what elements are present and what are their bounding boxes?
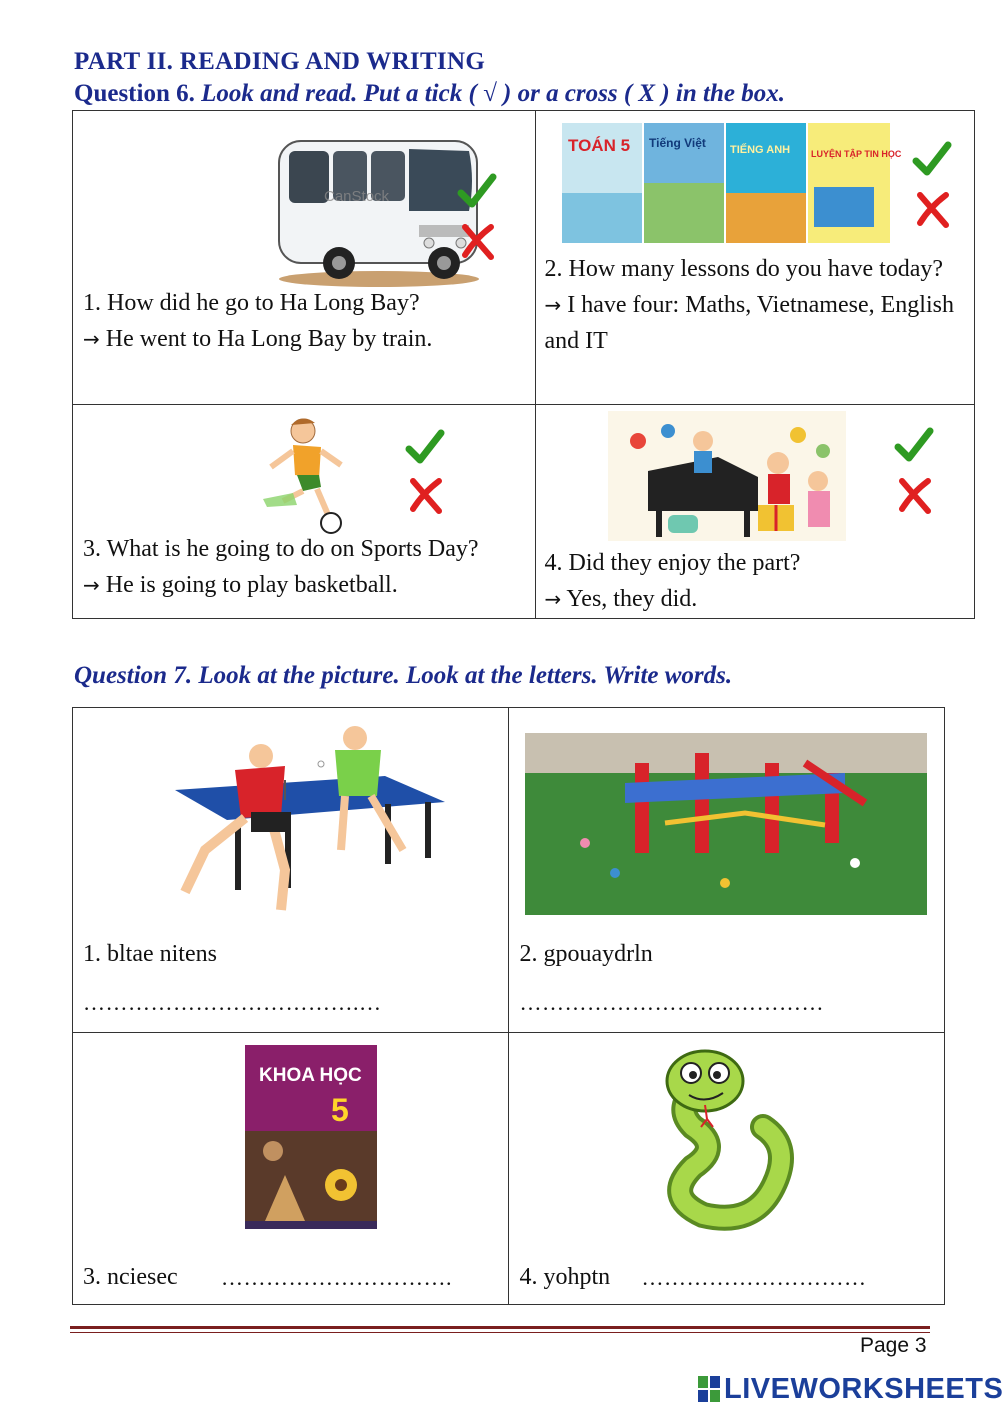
book-title: TIẾNG ANH (730, 144, 791, 156)
children-party-image (608, 411, 846, 541)
q7-item-4-letters: 4. yohptn (519, 1264, 611, 1290)
q6-cell-3 (73, 405, 536, 619)
arrow-icon: → (83, 327, 100, 351)
answer-text (83, 567, 533, 603)
q6-cell-4 (536, 405, 975, 619)
q6-item-1-text (83, 285, 523, 357)
watermark-text: CanStock (324, 188, 390, 205)
question-text: 3. What is he going to do on Sports Day? (83, 536, 479, 562)
tick-icon[interactable] (457, 171, 497, 211)
tick-icon[interactable] (405, 427, 445, 467)
question-6-instruction: Look and read. Put a tick ( √ ) or a cross ( X ) in the box. (201, 80, 785, 107)
question-6-title (74, 80, 785, 108)
q6-item-2-text (544, 251, 964, 359)
q6-item-4-text (544, 545, 964, 617)
answer-text (83, 321, 523, 357)
q7-cell-2 (509, 708, 945, 1033)
page-number: Page 3 (860, 1334, 927, 1357)
question-7-table (72, 707, 945, 1305)
question-7-title: Question 7. Look at the picture. Look at the letters. Write words. (74, 662, 733, 689)
cross-icon[interactable] (894, 475, 934, 515)
arrow-icon: → (544, 293, 562, 317)
question-6-sep: . (188, 80, 202, 107)
liveworksheets-brand[interactable]: LIVEWORKSHEETS (724, 1373, 1003, 1405)
playground-image (525, 733, 927, 915)
answer-blank[interactable]: ……………………………….… (83, 990, 382, 1015)
question-text: 2. How many lessons do you have today? (544, 256, 944, 282)
book-number: 5 (331, 1092, 349, 1128)
science-book-image (245, 1045, 377, 1229)
question-text: 1. How did he go to Ha Long Bay? (83, 290, 420, 316)
book-title: LUYỆN TẬP TIN HỌC (811, 149, 902, 159)
answer-value: He is going to play basketball. (105, 572, 398, 598)
q6-item-3-text (83, 531, 533, 603)
footer-divider (70, 1332, 930, 1333)
q7-item-3-letters: 3. nciesec (83, 1264, 178, 1290)
q7-cell-3 (73, 1033, 509, 1305)
arrow-icon: → (544, 587, 562, 611)
answer-value: He went to Ha Long Bay by train. (105, 326, 433, 352)
q7-item-1-letters: 1. bltae nitens (83, 941, 217, 967)
part-title: PART II. READING AND WRITING (74, 48, 486, 75)
liveworksheets-logo-icon (698, 1376, 720, 1402)
textbooks-image (562, 123, 902, 245)
python-snake-image (653, 1047, 803, 1223)
arrow-icon: → (83, 573, 100, 597)
question-text: 4. Did they enjoy the part? (544, 550, 801, 576)
answer-blank[interactable]: ………………………..………… (519, 990, 824, 1015)
answer-text (544, 287, 964, 359)
answer-value: Yes, they did. (566, 586, 698, 612)
q7-cell-1 (73, 708, 509, 1033)
answer-value: I have four: Maths, Vietnamese, English and IT (544, 292, 954, 354)
q7-item-2-letters: 2. gpouaydrln (519, 941, 653, 967)
book-title: TOÁN 5 (568, 136, 631, 155)
book-title: Tiếng Việt (649, 136, 707, 150)
answer-blank[interactable]: …………………………. (221, 1265, 452, 1290)
table-tennis-image (135, 720, 445, 920)
q6-cell-1 (73, 111, 536, 405)
book-title: KHOA HỌC (259, 1065, 362, 1086)
cross-icon[interactable] (912, 189, 952, 229)
footer-divider (70, 1326, 930, 1329)
q6-cell-2 (536, 111, 975, 405)
bus-image (269, 121, 489, 291)
question-6-table (72, 110, 975, 619)
tick-icon[interactable] (912, 139, 952, 179)
cross-icon[interactable] (405, 475, 445, 515)
tick-icon[interactable] (894, 425, 934, 465)
q7-cell-4 (509, 1033, 945, 1305)
answer-blank[interactable]: ………………………… (641, 1265, 867, 1290)
answer-text (544, 581, 964, 617)
question-6-label: Question 6 (74, 80, 189, 107)
cross-icon[interactable] (457, 221, 497, 261)
boy-kicking-ball-image (263, 413, 363, 535)
